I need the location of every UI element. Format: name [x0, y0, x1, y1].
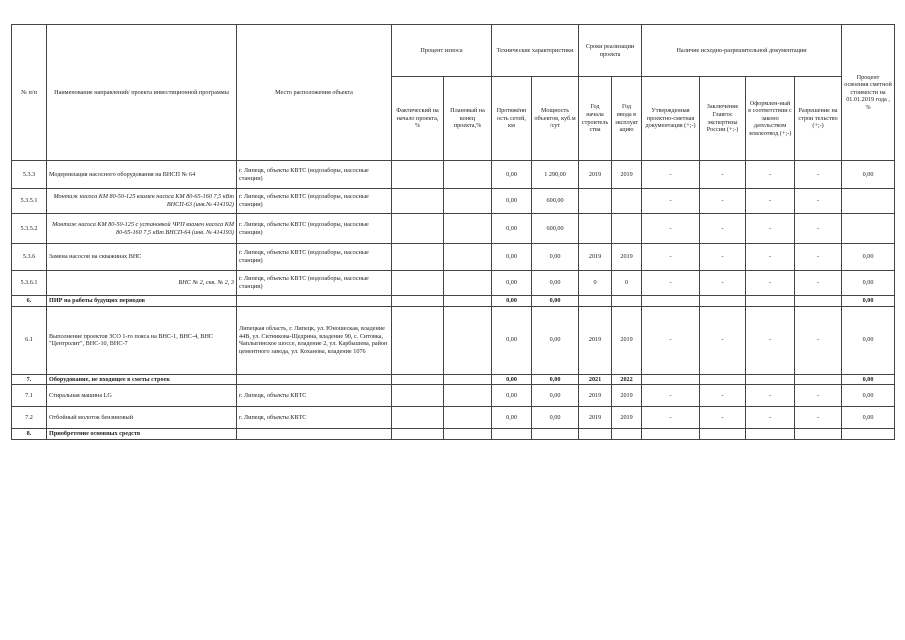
row-doc-expertise — [700, 296, 746, 307]
row-wear-plan — [444, 306, 492, 374]
row-doc-approved: - — [642, 385, 700, 407]
row-wear-plan — [444, 385, 492, 407]
row-wear-fact — [392, 306, 444, 374]
row-doc-approved: - — [642, 244, 700, 271]
header-doc-expertise: Заключение Главгос экспертизы России (+;-) — [700, 77, 746, 161]
row-wear-plan — [444, 407, 492, 429]
row-wear-fact — [392, 296, 444, 307]
row-doc-permit: - — [795, 161, 842, 189]
header-wear-plan: Плановый на конец проекта,% — [444, 77, 492, 161]
row-year-start: 2019 — [579, 244, 612, 271]
row-capacity: 0,00 — [532, 374, 579, 385]
row-doc-permit — [795, 374, 842, 385]
row-year-start: 2019 — [579, 306, 612, 374]
row-place: г. Липецк, объекты КВТС (водозаборы, насосные станции) — [237, 189, 392, 214]
row-wear-plan — [444, 374, 492, 385]
row-percent: 0,00 — [842, 161, 895, 189]
row-name: Отбойный молоток бензиновый — [47, 407, 237, 429]
row-wear-plan — [444, 214, 492, 244]
row-length: 0,00 — [492, 271, 532, 296]
row-capacity: 600,00 — [532, 189, 579, 214]
row-doc-approved — [642, 296, 700, 307]
row-wear-plan — [444, 189, 492, 214]
row-num: 5.3.3 — [12, 161, 47, 189]
row-wear-plan — [444, 296, 492, 307]
row-doc-expertise — [700, 429, 746, 440]
row-place: Липецкая область, г. Липецк, ул. Юношеская, владение 44В, ул. Ситникова-Щедрина, владение 90, с. Ситовка, Чаплыгинское шоссе, владение 2, ул. Карбышева, район цементного завода, ул. Коханова, владение 1076 — [237, 306, 392, 374]
row-place — [237, 374, 392, 385]
table-row — [12, 161, 895, 189]
header-year-end: Год ввода в эксплуат ацию — [612, 77, 642, 161]
row-wear-plan — [444, 429, 492, 440]
row-place: г. Липецк, объекты КВТС — [237, 407, 392, 429]
row-name: Стиральная машина LG — [47, 385, 237, 407]
header-capacity: Мощность объектов, куб.м /сут — [532, 77, 579, 161]
header-tech: Технические характеристики — [492, 25, 579, 77]
row-wear-fact — [392, 429, 444, 440]
row-year-end: 2019 — [612, 407, 642, 429]
row-year-start — [579, 189, 612, 214]
row-capacity: 1 290,00 — [532, 161, 579, 189]
row-wear-fact — [392, 374, 444, 385]
row-name: Монтаж насоса КМ 80-50-125 с установкой ЧРП взамен насоса КМ 80-65-160 7,5 кВт ВНСП-64 (инв. № 414193) — [47, 214, 237, 244]
row-num: 6. — [12, 296, 47, 307]
row-doc-expertise — [700, 374, 746, 385]
row-percent: 0,00 — [842, 306, 895, 374]
row-year-end: 2019 — [612, 161, 642, 189]
row-wear-fact — [392, 244, 444, 271]
row-doc-approved: - — [642, 189, 700, 214]
row-num: 6.1 — [12, 306, 47, 374]
row-percent: 0,00 — [842, 271, 895, 296]
row-doc-expertise: - — [700, 161, 746, 189]
row-year-end — [612, 296, 642, 307]
row-year-end: 2019 — [612, 385, 642, 407]
row-wear-plan — [444, 244, 492, 271]
row-num: 7.2 — [12, 407, 47, 429]
row-num: 7.1 — [12, 385, 47, 407]
row-num: 5.3.5.2 — [12, 214, 47, 244]
row-doc-expertise: - — [700, 244, 746, 271]
row-num: 5.3.6.1 — [12, 271, 47, 296]
header-wear: Процент износа — [392, 25, 492, 77]
row-year-start — [579, 429, 612, 440]
row-place: г. Липецк, объекты КВТС — [237, 385, 392, 407]
row-num: 7. — [12, 374, 47, 385]
row-percent — [842, 429, 895, 440]
table-row — [12, 429, 895, 440]
row-wear-plan — [444, 161, 492, 189]
row-doc-expertise: - — [700, 214, 746, 244]
row-doc-land: - — [746, 385, 795, 407]
investment-program-table — [11, 24, 895, 440]
header-doc-land: Оформлен-ный в соответствии с законо дательством землеотвод (+;-) — [746, 77, 795, 161]
row-doc-permit — [795, 296, 842, 307]
row-capacity: 0,00 — [532, 271, 579, 296]
row-num: 5.3.6 — [12, 244, 47, 271]
row-year-start: 2019 — [579, 407, 612, 429]
row-percent: 0,00 — [842, 374, 895, 385]
row-length: 0,00 — [492, 296, 532, 307]
row-name: Оборудование, не входящее в сметы строек — [47, 374, 237, 385]
row-length: 0,00 — [492, 161, 532, 189]
row-doc-land — [746, 429, 795, 440]
row-wear-fact — [392, 161, 444, 189]
header-num: № п/п — [12, 25, 47, 161]
header-docs: Наличие исходно-разрешительной документации — [642, 25, 842, 77]
table-row — [12, 271, 895, 296]
row-num: 8. — [12, 429, 47, 440]
row-name: Монтаж насоса КМ 80-50-125 взамен насоса КМ 80-65-160 7,5 кВт ВНСП-63 (инв.№ 414192) — [47, 189, 237, 214]
row-length: 0,00 — [492, 214, 532, 244]
row-wear-fact — [392, 385, 444, 407]
row-doc-expertise: - — [700, 189, 746, 214]
row-place: г. Липецк, объекты КВТС (водозаборы, насосные станции) — [237, 214, 392, 244]
row-year-end — [612, 189, 642, 214]
row-percent: 0,00 — [842, 385, 895, 407]
row-wear-plan — [444, 271, 492, 296]
row-year-end — [612, 214, 642, 244]
row-length: 0,00 — [492, 244, 532, 271]
row-place — [237, 429, 392, 440]
row-percent: 0,00 — [842, 296, 895, 307]
row-doc-land: - — [746, 214, 795, 244]
row-year-start: 2021 — [579, 374, 612, 385]
row-name: ПИР на работы будущих периодов — [47, 296, 237, 307]
header-terms: Сроки реализации проекта — [579, 25, 642, 77]
row-length: 0,00 — [492, 306, 532, 374]
row-doc-land: - — [746, 189, 795, 214]
row-year-start: 2019 — [579, 161, 612, 189]
row-capacity: 0,00 — [532, 244, 579, 271]
row-doc-approved: - — [642, 271, 700, 296]
row-year-start: 0 — [579, 271, 612, 296]
row-doc-approved: - — [642, 306, 700, 374]
row-wear-fact — [392, 271, 444, 296]
row-doc-permit: - — [795, 244, 842, 271]
header-doc-approved: Утвержденная проектно-сметная документация (+;-) — [642, 77, 700, 161]
row-doc-permit: - — [795, 214, 842, 244]
row-doc-approved: - — [642, 214, 700, 244]
row-year-start — [579, 214, 612, 244]
row-length: 0,00 — [492, 407, 532, 429]
row-percent — [842, 214, 895, 244]
row-name: Выполнение проектов ЗСО 1-го пояса на ВНС-1, ВНС-4, ВНС "Центролит", ВНС-10, ВНС-7 — [47, 306, 237, 374]
row-doc-permit — [795, 429, 842, 440]
row-percent: 0,00 — [842, 407, 895, 429]
row-year-end: 2019 — [612, 244, 642, 271]
row-length: 0,00 — [492, 189, 532, 214]
row-place: г. Липецк, объекты КВТС (водозаборы, насосные станции) — [237, 161, 392, 189]
row-doc-expertise: - — [700, 271, 746, 296]
row-year-start: 2019 — [579, 385, 612, 407]
row-doc-land — [746, 374, 795, 385]
row-doc-approved: - — [642, 407, 700, 429]
header-length: Протяжённ ость сетей, км — [492, 77, 532, 161]
row-wear-fact — [392, 407, 444, 429]
row-doc-expertise: - — [700, 385, 746, 407]
row-name: Модернизация насосного оборудования на ВНСП № 64 — [47, 161, 237, 189]
row-year-end — [612, 429, 642, 440]
row-doc-permit: - — [795, 385, 842, 407]
table-row — [12, 374, 895, 385]
row-wear-fact — [392, 214, 444, 244]
row-doc-permit: - — [795, 189, 842, 214]
header-percent: Процент освоения сметной стоимости на 01.01.2019 года , % — [842, 25, 895, 161]
row-capacity: 0,00 — [532, 407, 579, 429]
header-wear-fact: Фактический на начало проекта, % — [392, 77, 444, 161]
row-doc-approved — [642, 374, 700, 385]
table-row — [12, 244, 895, 271]
row-year-end: 2019 — [612, 306, 642, 374]
header-name: Наименование направлений/ проекта инвестиционной программы — [47, 25, 237, 161]
table-row — [12, 385, 895, 407]
row-doc-land: - — [746, 244, 795, 271]
row-doc-permit: - — [795, 271, 842, 296]
row-doc-land: - — [746, 161, 795, 189]
row-place: г. Липецк, объекты КВТС (водозаборы, насосные станции) — [237, 244, 392, 271]
header-doc-permit: Разрешение на строи тельство (+;-) — [795, 77, 842, 161]
header-place: Место расположения объекта — [237, 25, 392, 161]
row-length: 0,00 — [492, 374, 532, 385]
row-capacity: 600,00 — [532, 214, 579, 244]
row-doc-land: - — [746, 306, 795, 374]
row-num: 5.3.5.1 — [12, 189, 47, 214]
row-doc-expertise: - — [700, 407, 746, 429]
row-capacity: 0,00 — [532, 306, 579, 374]
row-place — [237, 296, 392, 307]
row-name: ВНС № 2, скв. № 2, 3 — [47, 271, 237, 296]
row-doc-approved: - — [642, 161, 700, 189]
row-year-end: 0 — [612, 271, 642, 296]
row-name: Приобретение основных средств — [47, 429, 237, 440]
row-year-start — [579, 296, 612, 307]
header-year-start: Год начала строитель ства — [579, 77, 612, 161]
row-year-end: 2022 — [612, 374, 642, 385]
table-row — [12, 189, 895, 214]
row-length: 0,00 — [492, 385, 532, 407]
row-capacity: 0,00 — [532, 385, 579, 407]
row-percent — [842, 189, 895, 214]
table-body — [12, 161, 895, 440]
table-row — [12, 407, 895, 429]
row-doc-permit: - — [795, 306, 842, 374]
row-percent: 0,00 — [842, 244, 895, 271]
row-capacity — [532, 429, 579, 440]
row-doc-land: - — [746, 271, 795, 296]
table-row — [12, 296, 895, 307]
row-capacity: 0,00 — [532, 296, 579, 307]
row-place: г. Липецк, объекты КВТС (водозаборы, насосные станции) — [237, 271, 392, 296]
row-doc-permit: - — [795, 407, 842, 429]
row-name: Замена насосов на скважинах ВНС — [47, 244, 237, 271]
row-doc-approved — [642, 429, 700, 440]
table-row — [12, 214, 895, 244]
row-doc-land: - — [746, 407, 795, 429]
row-wear-fact — [392, 189, 444, 214]
row-doc-expertise: - — [700, 306, 746, 374]
row-doc-land — [746, 296, 795, 307]
table-row — [12, 306, 895, 374]
row-length — [492, 429, 532, 440]
